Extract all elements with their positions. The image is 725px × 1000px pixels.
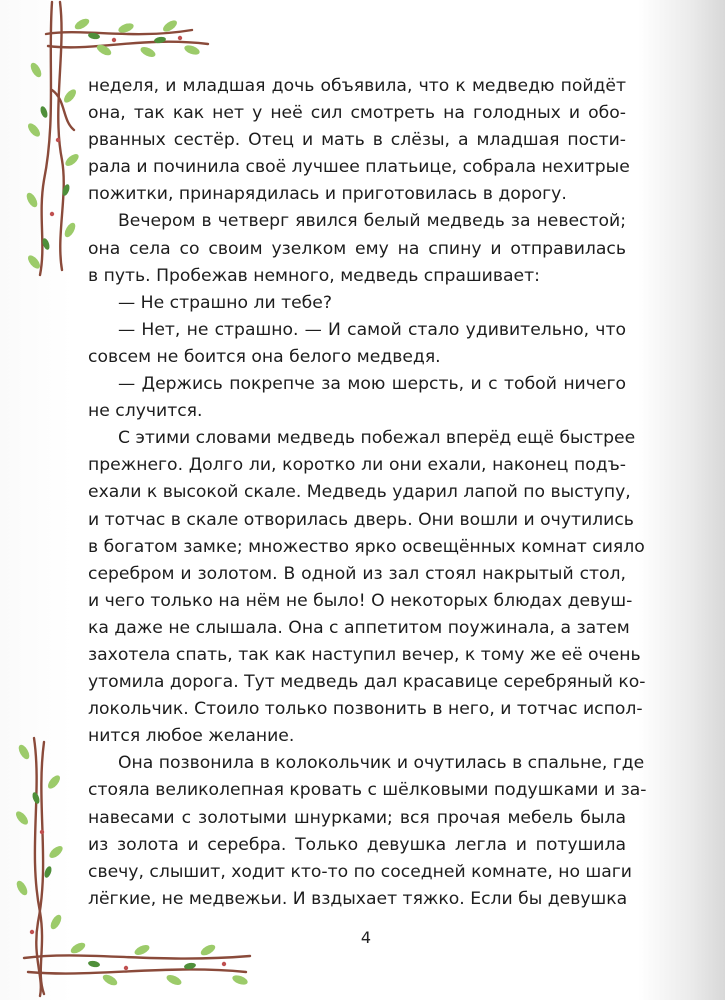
text-line: из золота и серебра. Только девушка легла и потушила bbox=[88, 834, 626, 855]
text-line: в путь. Пробежав немного, медведь спрашивает: bbox=[88, 265, 540, 286]
text-line: пожитки, принарядилась и приготовилась в дорогу. bbox=[88, 184, 567, 205]
text-line: не случится. bbox=[88, 401, 203, 422]
text-line: — Не страшно ли тебе? bbox=[118, 292, 332, 313]
text-line: свечу, слышит, ходит кто-то по соседней комнате, но шаги bbox=[88, 861, 632, 882]
text-line: навесами с золотыми шнурками; вся прочая мебель была bbox=[88, 807, 626, 828]
page-number: 4 bbox=[360, 928, 372, 947]
text-line: прежнего. Долго ли, коротко ли они ехали, наконец подъ- bbox=[88, 455, 626, 476]
text-line: стояла великолепная кровать с шёлковыми подушками и за- bbox=[88, 780, 647, 801]
text-line: неделя, и младшая дочь объявила, что к медведю пойдёт bbox=[88, 76, 626, 96]
text-line: рала и починила своё лучшее платьице, собрала нехитрые bbox=[88, 157, 630, 178]
text-line: Она позвонила в колокольчик и очутилась в спальне, где bbox=[118, 753, 645, 774]
text-line: ехали к высокой скале. Медведь ударил лапой по выступу, bbox=[88, 482, 631, 503]
text-line: локольчик. Стоило только позвонить в него, и тотчас испол- bbox=[88, 699, 643, 720]
text-line: серебром и золотом. В одной из зал стоял накрытый стол, bbox=[88, 563, 626, 584]
text-line: — Держись покрепче за мою шерсть, и с тобой ничего bbox=[118, 374, 626, 395]
story-text bbox=[88, 73, 647, 913]
text-line: захотела спать, так как наступил вечер, к тому же её очень bbox=[88, 644, 641, 665]
text-line: лёгкие, не медвежьи. И вздыхает тяжко. Если бы девушка bbox=[88, 888, 628, 909]
text-line: — Нет, не страшно. — И самой стало удивительно, что bbox=[118, 319, 626, 340]
text-line: она села со своим узелком ему на спину и отправилась bbox=[88, 238, 626, 259]
text-line: и чего только на нём не было! О некоторых блюдах девуш- bbox=[88, 590, 633, 611]
text-line: нится любое желание. bbox=[88, 726, 295, 747]
text-line: С этими словами медведь побежал вперёд ещё быстрее bbox=[118, 428, 636, 449]
text-line: совсем не боится она белого медведя. bbox=[88, 346, 441, 367]
text-line: она, так как нет у неё сил смотреть на голодных и обо- bbox=[88, 103, 626, 124]
text-line: в богатом замке; множество ярко освещённых комнат сияло bbox=[88, 536, 645, 557]
text-line: и тотчас в скале отворилась дверь. Они вошли и очутились bbox=[88, 509, 634, 530]
text-line: ка даже не слышала. Она с аппетитом поужинала, а затем bbox=[88, 617, 630, 638]
text-line: Вечером в четверг явился белый медведь за невестой; bbox=[118, 211, 626, 232]
text-line: утомила дорога. Тут медведь дал красавице серебряный ко- bbox=[88, 672, 646, 693]
text-line: рванных сестёр. Отец и мать в слёзы, а младшая пости- bbox=[88, 130, 626, 151]
